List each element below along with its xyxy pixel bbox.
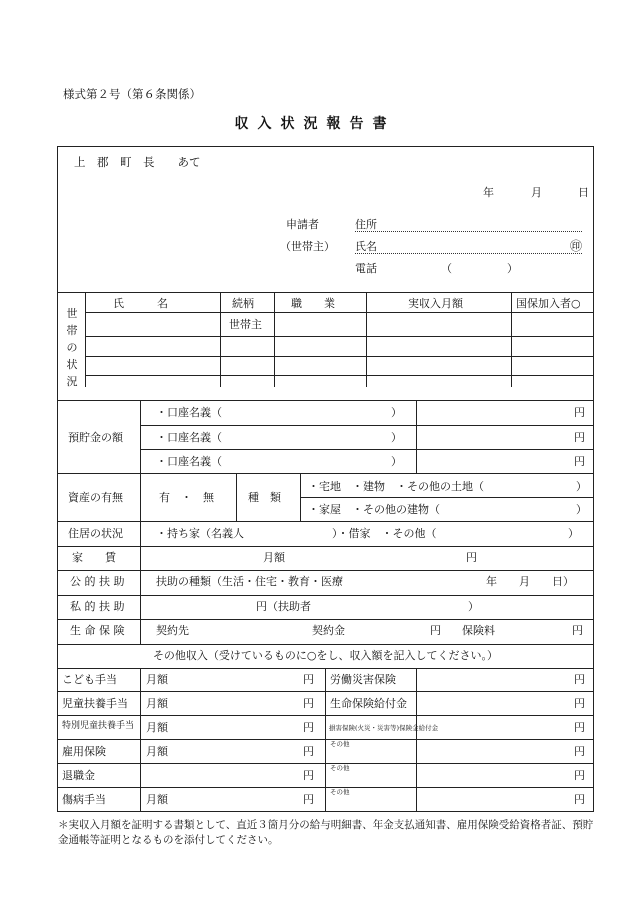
page-title: 収入状況報告書 <box>234 116 396 132</box>
report-form <box>57 146 594 812</box>
other-right-6[interactable]: その他 <box>330 788 350 796</box>
other-income-left-3[interactable]: 特別児童扶養手当 <box>62 721 135 731</box>
addressee: 上 郡 町 長 あて <box>74 155 201 169</box>
public-aid-label: 公 的 扶 助 <box>70 575 125 588</box>
yen-left-6: 円 <box>303 793 314 806</box>
account-close-3: ） <box>391 455 402 468</box>
public-aid-date[interactable]: 年 月 日） <box>486 575 574 588</box>
life-insurance-yen: 円 <box>430 624 441 637</box>
date-year-label: 年 <box>483 186 494 199</box>
yen-right-4: 円 <box>574 745 585 758</box>
form-number-label: 様式第２号（第６条関係） <box>63 87 201 101</box>
yen-right-2: 円 <box>574 697 585 710</box>
private-aid-close: ） <box>468 600 479 613</box>
yen-left-5: 円 <box>303 769 314 782</box>
other-income-left-4[interactable]: 雇用保険 <box>62 745 106 758</box>
address-label: 住所 <box>355 218 377 231</box>
account-row-1[interactable]: ・口座名義（ <box>156 406 222 419</box>
other-income-left-2[interactable]: 児童扶養手当 <box>62 697 128 710</box>
assets-land-close: ） <box>576 480 587 493</box>
account-close-2: ） <box>391 431 402 444</box>
housing-close: ） <box>568 527 579 540</box>
yen-left-2: 円 <box>303 697 314 710</box>
address-field[interactable] <box>355 231 582 232</box>
monthly-1: 月額 <box>146 673 168 686</box>
applicant-role: 申請者 <box>286 218 319 231</box>
other-income-right-2[interactable]: 生命保険給付金 <box>330 697 407 710</box>
name-field[interactable] <box>355 253 582 254</box>
first-relation: 世帯主 <box>229 318 262 331</box>
other-income-left-1[interactable]: こども手当 <box>62 673 117 686</box>
life-insurance-label: 生 命 保 険 <box>70 624 125 637</box>
monthly-2: 月額 <box>146 697 168 710</box>
yen-left-1: 円 <box>303 673 314 686</box>
yen-right-6: 円 <box>574 793 585 806</box>
date-month-label: 月 <box>531 186 542 199</box>
other-income-left-6[interactable]: 傷病手当 <box>62 793 106 806</box>
private-aid-text[interactable]: 円（扶助者 <box>256 600 311 613</box>
other-income-right-3[interactable]: 損害保険(火災・災害等)保険金給付金 <box>329 724 439 732</box>
monthly-4: 月額 <box>146 745 168 758</box>
name-label: 氏名 <box>355 240 377 253</box>
rent-monthly: 月額 <box>263 551 285 564</box>
account-close-1: ） <box>391 406 402 419</box>
assets-kind-label: 種 類 <box>248 491 281 504</box>
life-insurance-contractor: 契約先 <box>156 624 189 637</box>
yen-right-3: 円 <box>574 721 585 734</box>
life-insurance-premium-yen: 円 <box>572 624 583 637</box>
assets-label: 資産の有無 <box>68 491 123 504</box>
other-right-4[interactable]: その他 <box>330 740 350 748</box>
monthly-3: 月額 <box>146 721 168 734</box>
account-yen-3: 円 <box>574 455 585 468</box>
col-relation: 続柄 <box>232 297 254 310</box>
seal-mark: ㊞ <box>570 239 583 253</box>
assets-building-options[interactable]: ・家屋 ・その他の建物（ <box>308 503 440 516</box>
yen-left-3: 円 <box>303 721 314 734</box>
phone-label: 電話 <box>355 262 377 275</box>
applicant-role-householder: （世帯主） <box>280 240 335 253</box>
account-row-2[interactable]: ・口座名義（ <box>156 431 222 444</box>
assets-land-options[interactable]: ・宅地 ・建物 ・その他の土地（ <box>308 480 484 493</box>
account-row-3[interactable]: ・口座名義（ <box>156 455 222 468</box>
assets-yes-no[interactable]: 有 ・ 無 <box>159 491 214 504</box>
housing-options[interactable]: ・持ち家（名義人 ）・借家 ・その他（ <box>156 527 437 540</box>
rent-yen: 円 <box>466 551 477 564</box>
assets-building-close: ） <box>576 503 587 516</box>
monthly-6: 月額 <box>146 793 168 806</box>
public-aid-types[interactable]: 扶助の種類（生活・住宅・教育・医療 <box>156 575 343 588</box>
col-insurance: 国保加入者○ <box>516 297 581 310</box>
attachment-note: ＊実収入月額を証明する書類として、直近３箇月分の給与明細書、年金支払通知書、雇用保険受給資格者証、預貯金通帳等証明となるものを添付してください。 <box>58 819 594 846</box>
other-income-header: その他収入（受けているものに○をし、収入額を記入してください。） <box>152 649 499 662</box>
savings-label: 預貯金の額 <box>68 431 123 444</box>
phone-field[interactable]: （ ） <box>441 262 518 275</box>
other-right-5[interactable]: その他 <box>330 764 350 772</box>
other-income-right-1[interactable]: 労働災害保険 <box>330 673 396 686</box>
private-aid-label: 私 的 扶 助 <box>70 600 125 613</box>
life-insurance-amount: 契約金 <box>312 624 345 637</box>
housing-label: 住居の状況 <box>68 527 123 540</box>
life-insurance-premium: 保険料 <box>462 624 495 637</box>
col-job: 職 業 <box>291 297 335 310</box>
date-day-label: 日 <box>578 186 589 199</box>
account-yen-2: 円 <box>574 431 585 444</box>
col-name: 氏 名 <box>113 297 168 310</box>
yen-right-5: 円 <box>574 769 585 782</box>
account-yen-1: 円 <box>574 406 585 419</box>
household-side-label: 世帯の状況 <box>66 307 78 388</box>
col-income: 実収入月額 <box>408 297 463 310</box>
other-income-left-5[interactable]: 退職金 <box>62 769 95 782</box>
rent-label: 家 賃 <box>72 551 116 564</box>
yen-right-1: 円 <box>574 673 585 686</box>
yen-left-4: 円 <box>303 745 314 758</box>
